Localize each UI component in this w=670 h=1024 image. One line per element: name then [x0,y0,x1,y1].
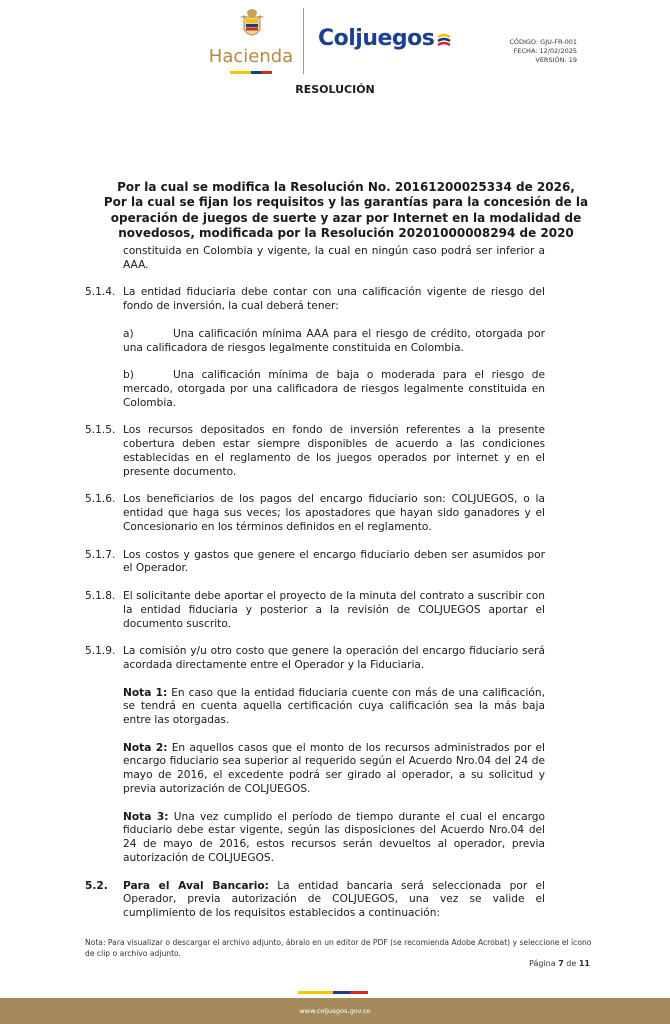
footer-bar [0,998,670,1024]
doc-version: VERSIÓN: 19 [535,56,577,64]
clause-5-1-6 [85,493,545,534]
title-line: operación de juegos de suerte y azar por Internet en la modalidad de [110,210,582,225]
coljuegos-logo-text: Coljuegos [318,26,435,51]
clause-text: Los recursos depositados en fondo de inversión referentes a la presente cobertura deben estar siempre disponibles de acuerdo a las condiciones establecidas en el reglamento de los juegos operados por internet y en el presente documento. [123,424,545,478]
section-label: Para el Aval Bancario: [123,879,269,892]
clause-5-1-5 [85,424,545,479]
note-label: Nota 3: [123,810,169,823]
footer-flag-stripe [298,991,368,994]
clause-text: Los beneficiarios de los pagos del encargo fiduciario son: COLJUEGOS, o la entidad que haga sus veces; los apostadores que hayan sido ganadores y el Concesionario en los términos definidos en el reglamento. [123,493,545,533]
coat-of-arms-icon [240,8,264,42]
doc-code: CÓDIGO: GJU-FR-001 [509,38,577,46]
doc-date: FECHA: 12/02/2025 [513,47,577,55]
document-body [85,245,545,921]
clause-text: Los costos y gastos que genere el encargo fiduciario deben ser asumidos por el Operador. [123,548,545,575]
clause-5-1-4 [85,286,545,314]
document-type: RESOLUCIÓN [295,83,375,96]
note-label: Nota 1: [123,686,168,699]
website-link[interactable]: www.coljuegos.gov.co [299,1007,371,1015]
hacienda-logo-text: Hacienda [208,46,294,67]
clause-number: 5.1.8. [85,589,116,602]
page-total: 11 [578,959,590,968]
logo-divider [303,8,304,74]
page-current: 7 [558,959,564,968]
coljuegos-logo [318,26,451,58]
note-text: En aquellos casos que el monto de los recursos administrados por el encargo fiduciario sea superior al requerido según el Acuerdo Nro.04 del 24 de mayo de 2016, el excedente podrá ser girado al operador, a su solicitud y previa autorización de COLJUEGOS. [123,741,546,796]
sub-item-letter: a) [123,327,134,340]
clause-5-1-7 [85,549,545,577]
clause-number: 5.1.9. [85,645,116,658]
continuation-paragraph: constituida en Colombia y vigente, la cual en ningún caso podrá ser inferior a AAA. [123,245,545,271]
title-line: novedosos, modificada por la Resolución 20201000008294 de 2020 [118,226,574,241]
sub-item-b [85,369,545,410]
sub-item-letter: b) [123,369,134,382]
note-text: Una vez cumplido el período de tiempo durante el cual el encargo fiduciario debe estar vigente, según las disposiciones del Acuerdo Nro.04 del 24 de mayo de 2016, estos recursos serán devueltos al operador, previa autorización de COLJUEGOS. [123,810,545,865]
flag-stripe [230,71,272,74]
page-prefix: Página [529,959,559,968]
section-text: La entidad bancaria será seleccionada por el Operador, previa autorización de COLJUEGOS, una vez se valide el cumplimiento de los requisitos establecidos a continuación: [123,879,545,920]
page-number [529,959,590,968]
clause-number: 5.1.7. [85,548,116,561]
note-label: Nota 2: [123,741,168,754]
note-1 [85,687,545,728]
note-text: En caso que la entidad fiduciaria cuente con más de una calificación, se tendrá en cuenta aquella certificación cuya calificación sea la más baja entre las otorgadas. [123,686,545,727]
clause-text: La comisión y/u otro costo que genere la operación del encargo fiduciario será acordada directamente entre el Operador y la Fiduciaria. [123,645,545,671]
clause-5-1-8 [85,590,545,631]
clause-number: 5.1.4. [85,286,116,299]
title-line: Por la cual se fijan los requisitos y las garantías para la concesión de la [103,195,589,210]
clause-text: El solicitante debe aportar el proyecto de la minuta del contrato a suscribir con la entidad fiduciaria y posterior a la revisión de COLJUEGOS aportar el documento suscrito. [123,589,545,630]
resolution-title [96,180,596,242]
note-2 [85,742,545,797]
sub-item-a [85,328,545,356]
clause-number: 5.1.5. [85,424,116,437]
clause-5-1-9 [85,645,545,673]
section-5-2 [85,880,545,921]
title-line: Por la cual se modifica la Resolución No. 20161200025334 de 2026, [117,180,575,194]
clause-number: 5.1.6. [85,493,116,506]
note-3 [85,811,545,866]
hacienda-logo [206,8,296,74]
clause-text: La entidad fiduciaria debe contar con una calificación vigente de riesgo del fondo de inversión, la cual deberá tener: [123,286,545,313]
document-meta [509,38,577,65]
section-number: 5.2. [85,879,108,892]
sub-item-text: Una calificación mínima de baja o moderada para el riesgo de mercado, otorgada por una calificadora de riesgos legalmente constituida en Colombia. [123,369,545,409]
page-header [0,0,670,80]
coljuegos-swoosh-icon [437,33,451,49]
page-of: de [563,959,579,968]
attachment-footnote: Nota: Para visualizar o descargar el archivo adjunto, ábralo en un editor de PDF (se recomienda Adobe Acrobat) y seleccione el ícono de clip o archivo adjunto. [85,938,592,958]
sub-item-text: Una calificación mínima AAA para el riesgo de crédito, otorgada por una calificadora de riesgos legalmente constituida en Colombia. [123,327,545,354]
